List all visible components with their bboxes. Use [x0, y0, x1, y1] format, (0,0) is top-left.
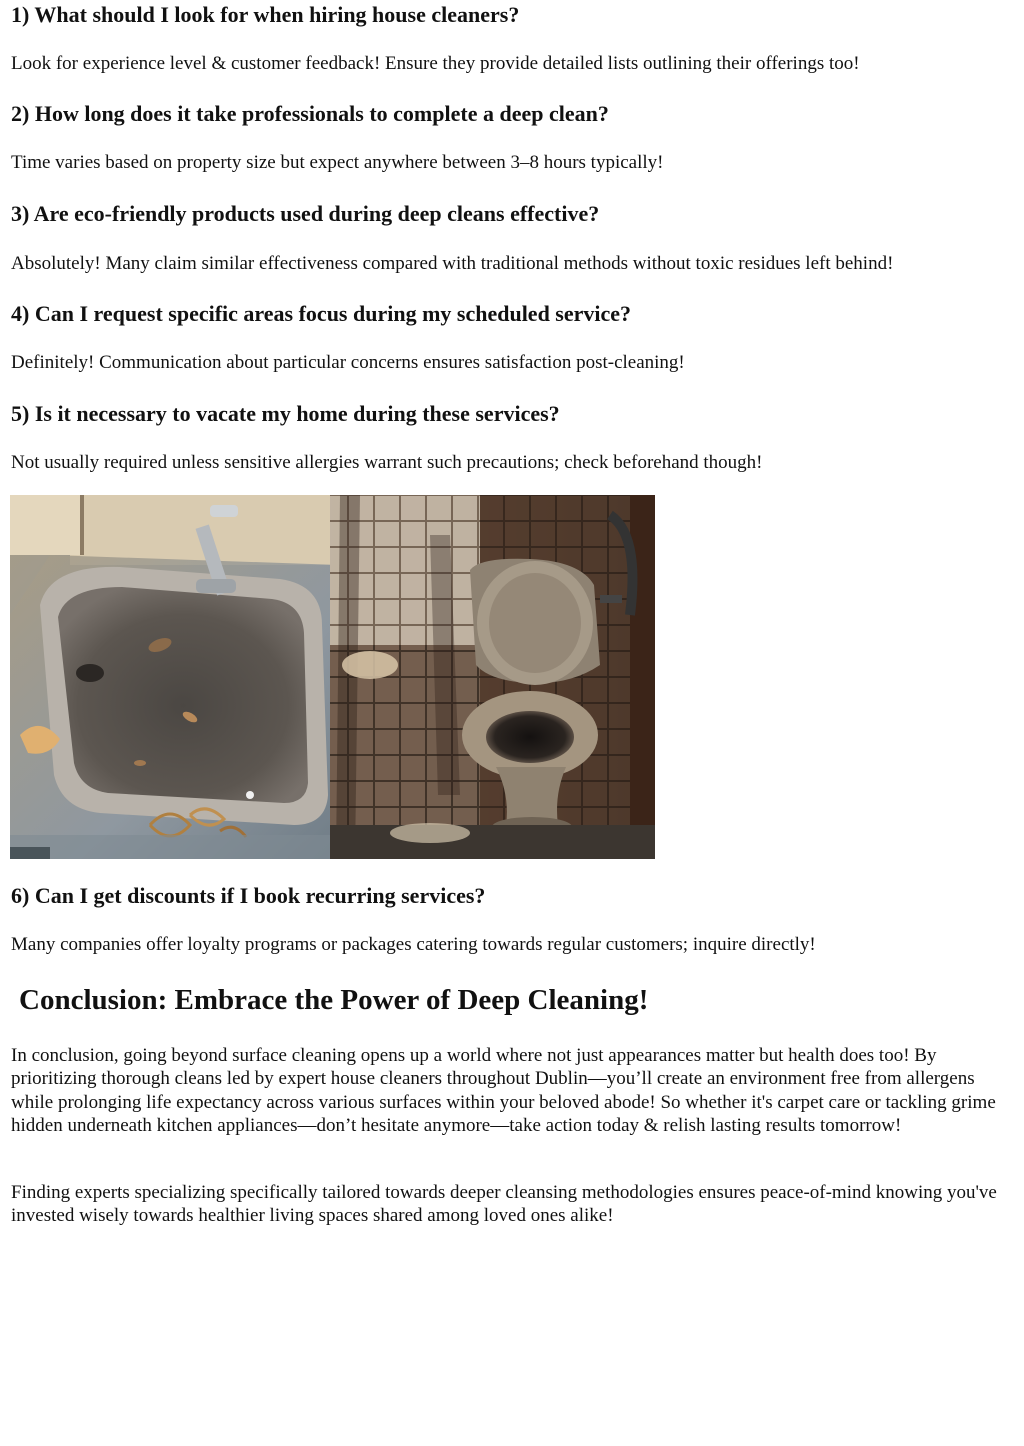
faq-question-6: 6) Can I get discounts if I book recurring services?: [11, 883, 486, 908]
faq-answer-4: Definitely! Communication about particular concerns ensures satisfaction post-cleaning!: [11, 352, 685, 373]
faq-answer-6: Many companies offer loyalty programs or packages catering towards regular customers; inquire directly!: [11, 934, 816, 955]
faq-answer-5: Not usually required unless sensitive allergies warrant such precautions; check beforehand though!: [11, 452, 763, 473]
faq-answer-1: Look for experience level & customer feedback! Ensure they provide detailed lists outlining their offerings too!: [11, 53, 860, 74]
conclusion-paragraph-1: In conclusion, going beyond surface cleaning opens up a world where not just appearances matter but health does too! By prioritizing thorough cleans led by expert house cleaners throughout Dublin—you’ll create an environment free from allergens while prolonging life expectancy across various surfaces within your beloved abode! So whether it's carpet care or tackling grime hidden underneath kitchen appliances—don’t hesitate anymore—take action today & relish lasting results tomorrow!: [11, 1045, 996, 1136]
faq-question-2: 2) How long does it take professionals to complete a deep clean?: [11, 101, 609, 126]
conclusion-heading: Conclusion: Embrace the Power of Deep Cleaning!: [19, 984, 649, 1016]
dirty-sink-toilet-photo: [10, 495, 655, 859]
faq-answer-2: Time varies based on property size but expect anywhere between 3–8 hours typically!: [11, 152, 664, 173]
faq-question-4: 4) Can I request specific areas focus during my scheduled service?: [11, 301, 632, 326]
faq-answer-3: Absolutely! Many claim similar effectiveness compared with traditional methods without toxic residues left behind!: [11, 253, 894, 274]
conclusion-paragraph-2: Finding experts specializing specifically tailored towards deeper cleansing methodologies ensures peace-of-mind knowing you've invested wisely towards healthier living spaces shared among loved ones alike!: [11, 1182, 997, 1227]
faq-question-1: 1) What should I look for when hiring house cleaners?: [11, 2, 520, 27]
faq-question-5: 5) Is it necessary to vacate my home during these services?: [11, 401, 560, 426]
faq-question-3: 3) Are eco-friendly products used during deep cleans effective?: [11, 201, 600, 226]
